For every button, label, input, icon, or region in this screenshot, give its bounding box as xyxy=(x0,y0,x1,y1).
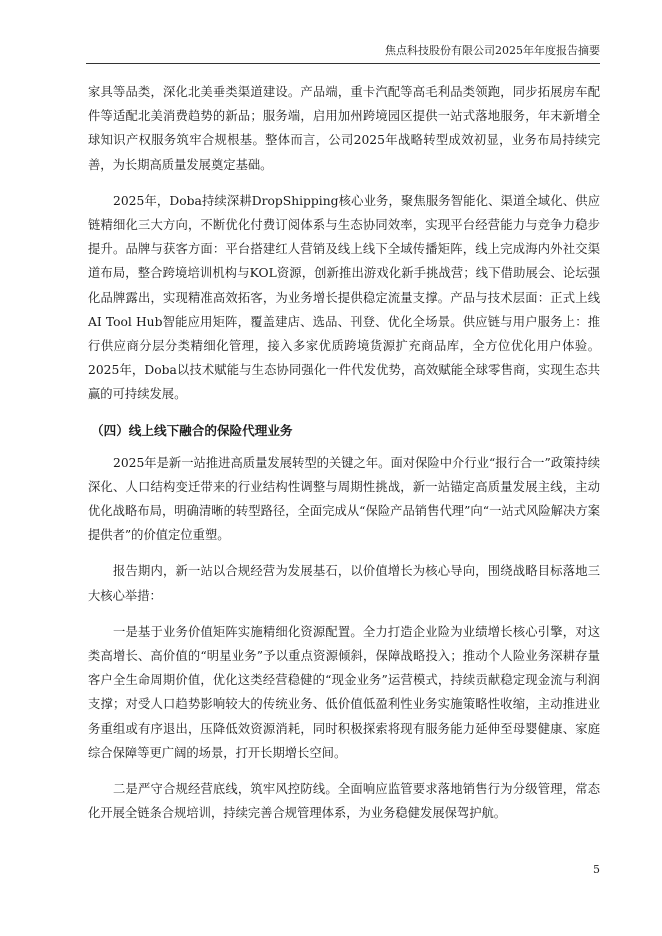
paragraph-doba: 2025年，Doba持续深耕DropShipping核心业务，聚焦服务智能化、渠道全域化、供应链精细化三大方向，不断优化付费订阅体系与生态协同效率，实现平台经营能力与竞争力稳步提升。品牌与获客方面：平台搭建红人营销及线上线下全域传播矩阵，线上完成海内外社交渠道布局，整合跨境培训机构与KOL资源，创新推出游戏化新手挑战营；线下借助展会、论坛强化品牌露出，实现精准高效拓客，为业务增长提供稳定流量支撑。产品与技术层面：正式上线AI Tool Hub智能应用矩阵，覆盖建店、选品、刊登、优化全场景。供应链与用户服务上：推行供应商分层分类精细化管理，接入多家优质跨境货源扩充商品库，全方位优化用户体验。2025年，Doba以技术赋能与生态协同强化一件代发优势，高效赋能全球零售商，实现生态共赢的可持续发展。 xyxy=(88,193,600,402)
running-header: 焦点科技股份有限公司2025年年度报告摘要 xyxy=(385,44,600,57)
page-number: 5 xyxy=(593,863,600,876)
paragraph-continued: 家具等品类，深化北美垂类渠道建设。产品端，重卡汽配等高毛利品类领跑，同步拓展房车配件等适配北美消费趋势的新品；服务端，启用加州跨境园区提供一站式落地服务，年末新增全球知识产权服务筑牢合规根基。整体而言，公司2025年战略转型成效初显，业务布局持续完善，为长期高质量发展奠定基础。 xyxy=(88,85,600,172)
paragraph-insurance-intro: 2025年是新一站推进高质量发展转型的关键之年。面对保险中介行业“报行合一”政策持续深化、人口结构变迁带来的行业结构性调整与周期性挑战，新一站锚定高质量发展主线，主动优化战略布局，明确清晰的转型路径，全面完成从“保险产品销售代理”向“一站式风险解决方案提供者”的价值定位重塑。 xyxy=(88,455,600,543)
paragraph-measures-intro: 报告期内，新一站以合规经营为发展基石，以价值增长为核心导向，围绕战略目标落地三大核心举措： xyxy=(88,564,600,603)
paragraph-measure-one: 一是基于业务价值矩阵实施精细化资源配置。全力打造企业险为业绩增长核心引擎，对这类高增长、高价值的“明星业务”予以重点资源倾斜，保障战略投入；推动个人险业务深耕存量客户全生命周期价值，优化这类经营稳健的“现金业务”运营模式，持续贡献稳定现金流与利润支撑；对受人口趋势影响较大的传统业务、低价值低盈利性业务实施策略性收缩，主动推进业务重组或有序退出，压降低效资源消耗，同时积极探索将现有服务能力延伸至母婴健康、家庭综合保障等更广阔的场景，打开长期增长空间。 xyxy=(88,624,600,760)
paragraph-measure-two: 二是严守合规经营底线，筑牢风控防线。全面响应监管要求落地销售行为分级管理，常态化开展全链条合规培训，持续完善合规管理体系，为业务稳健发展保驾护航。 xyxy=(88,782,600,821)
body-text xyxy=(88,80,600,837)
section-heading: （四）线上线下融合的保险代理业务 xyxy=(91,422,293,438)
header-divider xyxy=(86,63,600,64)
